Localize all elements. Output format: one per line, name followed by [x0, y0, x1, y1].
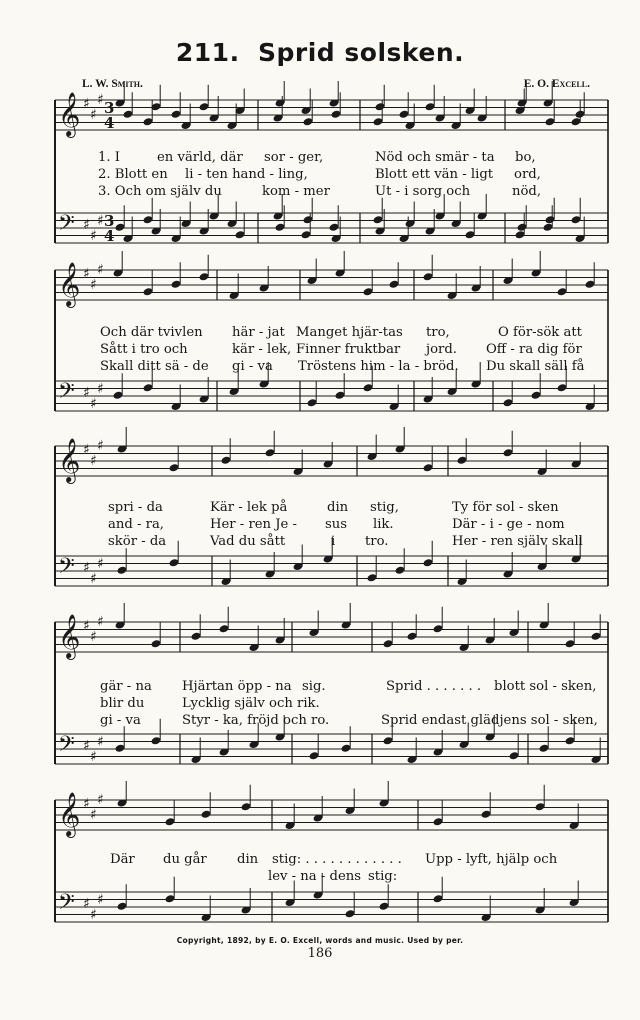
sharp-icon: ♯: [83, 96, 90, 112]
lyric-fragment: sus: [325, 517, 348, 532]
sharp-icon: ♯: [83, 796, 90, 812]
lyric-fragment: din: [237, 852, 259, 867]
lyric-fragment: skör - da: [108, 534, 167, 549]
lyric-fragment: Vad du sått: [210, 534, 286, 549]
composer-credit: E. O. Excell.: [523, 78, 590, 90]
time-signature: 3: [104, 99, 115, 117]
sharp-icon: ♯: [83, 266, 90, 282]
sharp-icon: ♯: [97, 213, 104, 229]
sharp-icon: ♯: [97, 734, 104, 750]
lyric-fragment: jord.: [426, 342, 457, 357]
sharp-icon: ♯: [83, 896, 90, 912]
sharp-icon: ♯: [90, 907, 97, 923]
lyric-fragment: Tröstens him - la - bröd.: [298, 359, 459, 374]
bass-clef-icon: 𝄢: [58, 379, 75, 409]
lyric-fragment: Där: [110, 852, 135, 867]
sharp-icon: ♯: [97, 892, 104, 908]
lyric-fragment: en värld, där: [157, 150, 243, 165]
lyric-fragment: O för-sök att: [498, 325, 582, 340]
bass-clef-icon: 𝄢: [58, 732, 75, 762]
sharp-icon: ♯: [97, 262, 104, 278]
lyric-fragment: gi - va: [100, 713, 141, 728]
lyric-fragment: Upp - lyft, hjälp och: [425, 852, 558, 867]
sharp-icon: ♯: [90, 629, 97, 645]
lyricist-credit: L. W. Smith.: [82, 78, 143, 90]
sharp-icon: ♯: [83, 618, 90, 634]
treble-clef-icon: 𝄞: [58, 262, 81, 306]
lyric-fragment: Finner fruktbar: [296, 342, 401, 357]
treble-clef-icon: 𝄞: [58, 92, 81, 136]
sharp-icon: ♯: [90, 749, 97, 765]
lyric-fragment: 3. Och om själv du: [98, 184, 222, 199]
lyric-fragment: Och där tvivlen: [100, 325, 203, 340]
lyric-fragment: ord,: [514, 167, 541, 182]
lyric-fragment: Lycklig själv och rik.: [182, 696, 320, 711]
time-signature: 4: [104, 227, 115, 245]
lyric-fragment: tro,: [426, 325, 450, 340]
lyric-fragment: Sått i tro och: [100, 342, 188, 357]
lyric-fragment: här - jat: [232, 325, 285, 340]
sharp-icon: ♯: [97, 614, 104, 630]
lyric-fragment: li - ten hand - ling,: [185, 167, 308, 182]
sharp-icon: ♯: [90, 807, 97, 823]
lyric-fragment: Skall ditt sä - de: [100, 359, 209, 374]
sharp-icon: ♯: [90, 453, 97, 469]
lyric-fragment: Off - ra dig för: [486, 342, 582, 357]
lyric-fragment: i: [331, 534, 336, 549]
lyric-fragment: Her - ren själv skall: [452, 534, 583, 549]
lyric-fragment: gär - na: [100, 679, 152, 694]
lyric-fragment: bo,: [515, 150, 536, 165]
lyric-fragment: Sprid endast glädjens sol - sken,: [381, 713, 598, 728]
lyric-fragment: Sprid . . . . . . .: [386, 679, 482, 694]
sharp-icon: ♯: [97, 381, 104, 397]
lyric-fragment: sig.: [302, 679, 326, 694]
sharp-icon: ♯: [90, 228, 97, 244]
page-number: 186: [307, 946, 333, 961]
lyric-fragment: 2. Blott en: [98, 167, 168, 182]
sharp-icon: ♯: [90, 107, 97, 123]
lyric-fragment: tro.: [365, 534, 389, 549]
lyric-fragment: Nöd och smär - ta: [375, 150, 495, 165]
bass-clef-icon: 𝄢: [58, 211, 75, 241]
lyric-fragment: Blott ett vän - ligt: [375, 167, 494, 182]
lyric-fragment: kom - mer: [262, 184, 330, 199]
lyric-fragment: kär - lek,: [232, 342, 292, 357]
lyric-fragment: nöd,: [512, 184, 542, 199]
hymn-name: Sprid solsken.: [258, 38, 465, 67]
lyric-fragment: stig:: [368, 869, 398, 884]
lyric-fragment: Ut - i sorg och: [375, 184, 471, 199]
lyric-fragment: Hjärtan öpp - na: [182, 679, 292, 694]
sharp-icon: ♯: [97, 792, 104, 808]
lyric-fragment: Ty för sol - sken: [452, 500, 559, 515]
sharp-icon: ♯: [83, 217, 90, 233]
treble-clef-icon: 𝄞: [58, 438, 81, 482]
hymn-number: 211.: [175, 38, 240, 67]
lyric-fragment: din: [327, 500, 349, 515]
lyric-fragment: and - ra,: [108, 517, 164, 532]
lyric-fragment: Där - i - ge - nom: [452, 517, 565, 532]
lyric-fragment: blott sol - sken,: [494, 679, 597, 694]
sharp-icon: ♯: [83, 738, 90, 754]
treble-clef-icon: 𝄞: [58, 792, 81, 836]
lyric-fragment: stig: . . . . . . . . . . . .: [272, 852, 402, 867]
lyric-fragment: stig,: [370, 500, 399, 515]
lyric-fragment: Styr - ka, fröjd och ro.: [182, 713, 330, 728]
sharp-icon: ♯: [97, 556, 104, 572]
sharp-icon: ♯: [83, 385, 90, 401]
sharp-icon: ♯: [97, 438, 104, 454]
sharp-icon: ♯: [90, 396, 97, 412]
time-signature: 4: [104, 114, 115, 132]
sharp-icon: ♯: [83, 442, 90, 458]
copyright-notice: Copyright, 1892, by E. O. Excell, words and music. Used by per.: [176, 936, 464, 945]
sharp-icon: ♯: [97, 92, 104, 108]
lyric-fragment: lev - na - dens: [268, 869, 362, 884]
lyric-fragment: gi - va: [232, 359, 273, 374]
lyric-fragment: spri - da: [108, 500, 163, 515]
lyric-fragment: 1. I: [98, 150, 120, 165]
bass-clef-icon: 𝄢: [58, 554, 75, 584]
treble-clef-icon: 𝄞: [58, 614, 81, 658]
lyric-fragment: blir du: [100, 696, 145, 711]
lyric-fragment: du går: [163, 852, 207, 867]
bass-clef-icon: 𝄢: [58, 890, 75, 920]
lyric-fragment: Her - ren Je -: [210, 517, 297, 532]
time-signature: 3: [104, 212, 115, 230]
sharp-icon: ♯: [90, 571, 97, 587]
sharp-icon: ♯: [83, 560, 90, 576]
lyric-fragment: sor - ger,: [264, 150, 324, 165]
lyric-fragment: Du skall säll få: [486, 359, 585, 374]
lyric-fragment: Kär - lek på: [210, 500, 288, 515]
lyric-fragment: Manget hjär-tas: [296, 325, 403, 340]
lyric-fragment: lik.: [373, 517, 394, 532]
sharp-icon: ♯: [90, 277, 97, 293]
